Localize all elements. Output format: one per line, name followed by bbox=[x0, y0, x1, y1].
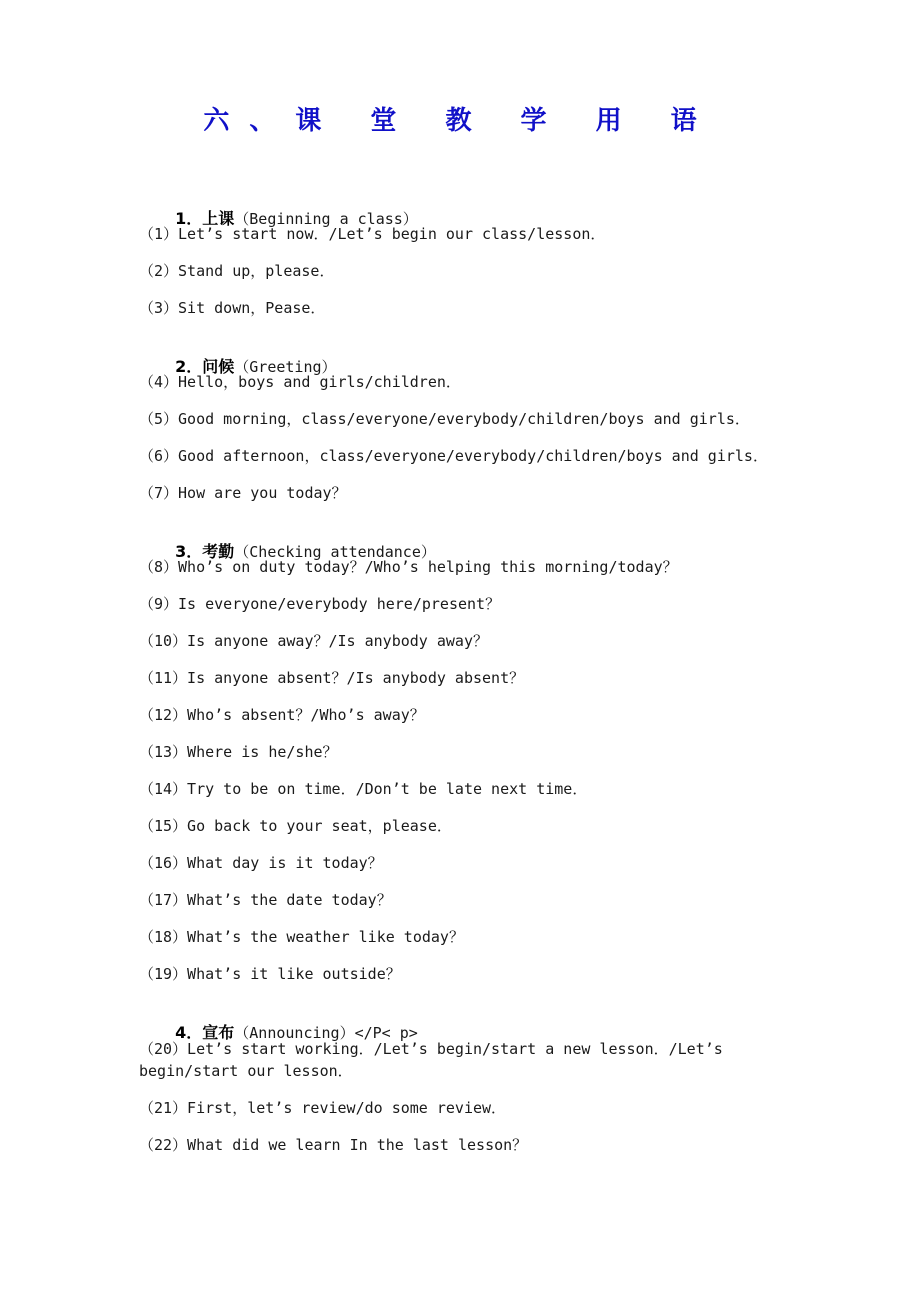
list-item: （9）Is everyone/everybody here/present？ bbox=[139, 595, 501, 613]
section-heading-en: （Checking attendance） bbox=[234, 543, 436, 561]
list-item: （22）What did we learn In the last lesson？ bbox=[139, 1136, 528, 1154]
list-item: （17）What’s the date today？ bbox=[139, 891, 392, 909]
section-heading-en: （Announcing）</P< p> bbox=[234, 1024, 418, 1042]
list-item: （6）Good afternoon，class/everyone/everybody/children/boys and girls． bbox=[139, 447, 768, 465]
list-item: （15）Go back to your seat，please． bbox=[139, 817, 452, 835]
list-item: （8）Who’s on duty today？/Who’s helping this morning/today？ bbox=[139, 558, 678, 576]
list-item: （11）Is anyone absent？/Is anybody absent？ bbox=[139, 669, 525, 687]
list-item: （20）Let’s start working．/Let’s begin/start a new lesson．/Let’s begin/start our lesson． bbox=[139, 1040, 732, 1080]
list-item: （13）Where is he/she？ bbox=[139, 743, 338, 761]
list-item: （21）First，let’s review/do some review． bbox=[139, 1099, 507, 1117]
section-heading-en: （Greeting） bbox=[234, 358, 337, 376]
list-item: （12）Who’s absent？/Who’s away？ bbox=[139, 706, 425, 724]
list-item: （14）Try to be on time．/Don’t be late next time． bbox=[139, 780, 588, 798]
section-heading-zh: 考勤 bbox=[202, 542, 235, 561]
list-item: （2）Stand up，please． bbox=[139, 262, 335, 280]
section-heading-zh: 问候 bbox=[202, 357, 235, 376]
list-item: （7）How are you today？ bbox=[139, 484, 347, 502]
list-item: （10）Is anyone away？/Is anybody away？ bbox=[139, 632, 488, 650]
list-item: （5）Good morning，class/everyone/everybody/children/boys and girls． bbox=[139, 410, 750, 428]
section-heading-en: （Beginning a class） bbox=[234, 210, 418, 228]
section-heading-zh: 上课 bbox=[202, 209, 235, 228]
section-number: 2． bbox=[175, 357, 203, 376]
section-number: 1． bbox=[175, 209, 203, 228]
section-number: 3． bbox=[175, 542, 203, 561]
list-item: （18）What’s the weather like today？ bbox=[139, 928, 464, 946]
list-item: （4）Hello，boys and girls/children． bbox=[139, 373, 461, 391]
list-item: （3）Sit down，Pease． bbox=[139, 299, 326, 317]
list-item: （19）What’s it like outside？ bbox=[139, 965, 401, 983]
list-item: （1）Let’s start now．/Let’s begin our class/lesson． bbox=[139, 225, 606, 243]
section-heading-zh: 宣布 bbox=[202, 1023, 235, 1042]
list-item: （16）What day is it today？ bbox=[139, 854, 383, 872]
section-number: 4． bbox=[175, 1023, 203, 1042]
page-title: 六、课 堂 教 学 用 语 bbox=[203, 106, 717, 136]
